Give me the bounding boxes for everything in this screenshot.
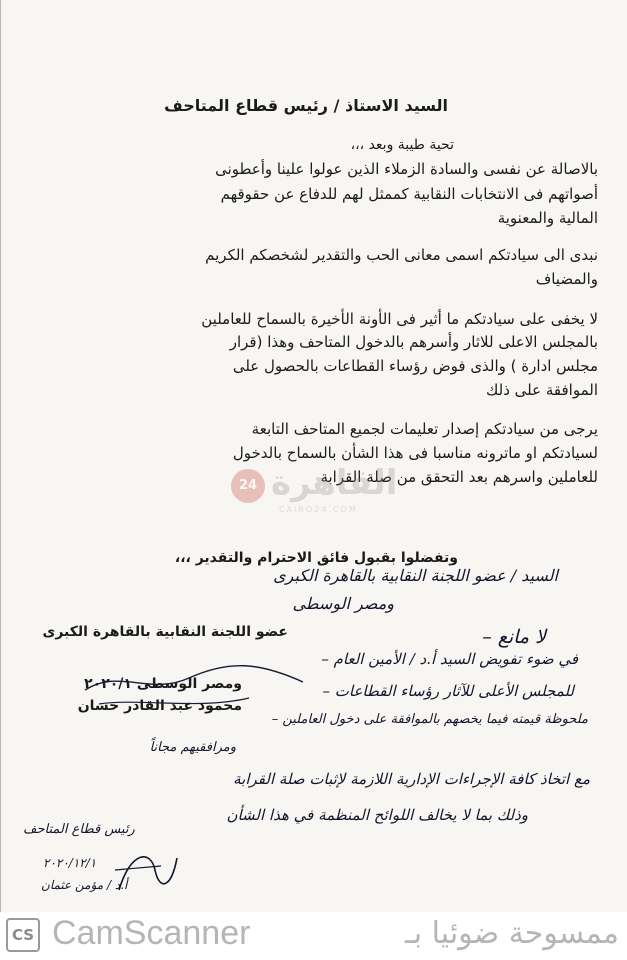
paragraph-4-line-2: لسيادتكم او ماترونه مناسبا فى هذا الشأن بالسماح بالدخول <box>232 444 598 462</box>
handwritten-line-1: في ضوء تفويض السيد أ.د / الأمين العام – <box>321 650 578 668</box>
handwritten-line-6: وذلك بما لا يخالف اللوائح المنظمة في هذا الشأن <box>226 806 528 824</box>
letter-closing: وتفضلوا بقبول فائق الاحترام والتقدير ،،، <box>174 550 458 566</box>
camscanner-logo-icon: CS <box>6 918 40 952</box>
handwritten-line-3: ملحوظة قيمته فيما يخصهم بالموافقة على دخول العاملين – <box>271 712 588 727</box>
sender-region: ومصر الوسطى ٢٠٢٠/١ <box>84 676 242 692</box>
paragraph-1-line-1: بالاصالة عن نفسى والسادة الزملاء الذين عولوا علينا وأعطونى <box>215 160 598 178</box>
paragraph-4-line-3: للعاملين واسرهم بعد التحقق من صلة القرابة <box>320 468 598 486</box>
paragraph-2-line-1: نبدى الى سيادتكم اسمى معانى الحب والتقدير لشخصكم الكريم <box>205 246 598 264</box>
paragraph-3-line-4: الموافقة على ذلك <box>486 381 598 399</box>
paragraph-3-line-2: بالمجلس الاعلى للاثار وأسرهم بالدخول المتاحف وهذا (قرار <box>229 333 598 351</box>
sender-name: محمود عبد القادر حسان <box>77 698 242 714</box>
sender-title: عضو اللجنة النقابية بالقاهرة الكبرى <box>42 624 288 640</box>
letter-greeting: تحية طيبة وبعد ،،، <box>350 137 454 153</box>
handwritten-approval: لا مانع – <box>482 626 546 648</box>
sender-signature-scribble <box>79 648 309 716</box>
approver-signature-scribble <box>111 840 181 900</box>
cairo24-watermark <box>231 463 411 523</box>
handwritten-date: ٢٠٢٠/١٢/١ <box>43 856 97 870</box>
camscanner-brand: CamScanner <box>52 914 251 952</box>
handwritten-addressee: السيد / عضو اللجنة النقابية بالقاهرة الكبرى <box>273 566 558 585</box>
paragraph-1-line-3: المالية والمعنوية <box>497 209 598 227</box>
cairo24-badge: 24 <box>231 469 265 503</box>
handwritten-line-2: للمجلس الأعلى للآثار رؤساء القطاعات – <box>322 682 574 700</box>
watermark-title: القاهرة <box>271 463 398 503</box>
paragraph-2-line-2: والمضياف <box>535 270 598 288</box>
camscanner-arabic-caption: ممسوحة ضوئيا بـ <box>404 916 619 951</box>
handwritten-addressee-2: ومصر الوسطى <box>292 594 394 613</box>
camscanner-footer <box>0 912 627 960</box>
handwritten-signatory-name: أ.د / مؤمن عثمان <box>41 878 128 892</box>
paragraph-1-line-2: أصواتهم فى الانتخابات النقابية كممثل لهم للدفاع عن حقوقهم <box>220 185 598 203</box>
handwritten-line-5: مع اتخاذ كافة الإجراءات الإدارية اللازمة لإثبات صلة القرابة <box>233 770 590 788</box>
watermark-subtitle: CAIRO24.COM <box>279 505 358 514</box>
letter-recipient: السيد الاستاذ / رئيس قطاع المتاحف <box>164 96 448 115</box>
paragraph-3-line-3: مجلس ادارة ) والذى فوض رؤساء القطاعات بالحصول على <box>232 357 598 375</box>
handwritten-line-4: ومرافقيهم مجاناً <box>149 740 236 755</box>
paragraph-3-line-1: لا يخفى على سيادتكم ما أثير فى الأونة الأخيرة بالسماح للعاملين <box>201 310 598 328</box>
handwritten-signatory-title: رئيس قطاع المتاحف <box>23 822 135 837</box>
paragraph-4-line-1: يرجى من سيادتكم إصدار تعليمات لجميع المتاحف التابعة <box>251 420 598 438</box>
